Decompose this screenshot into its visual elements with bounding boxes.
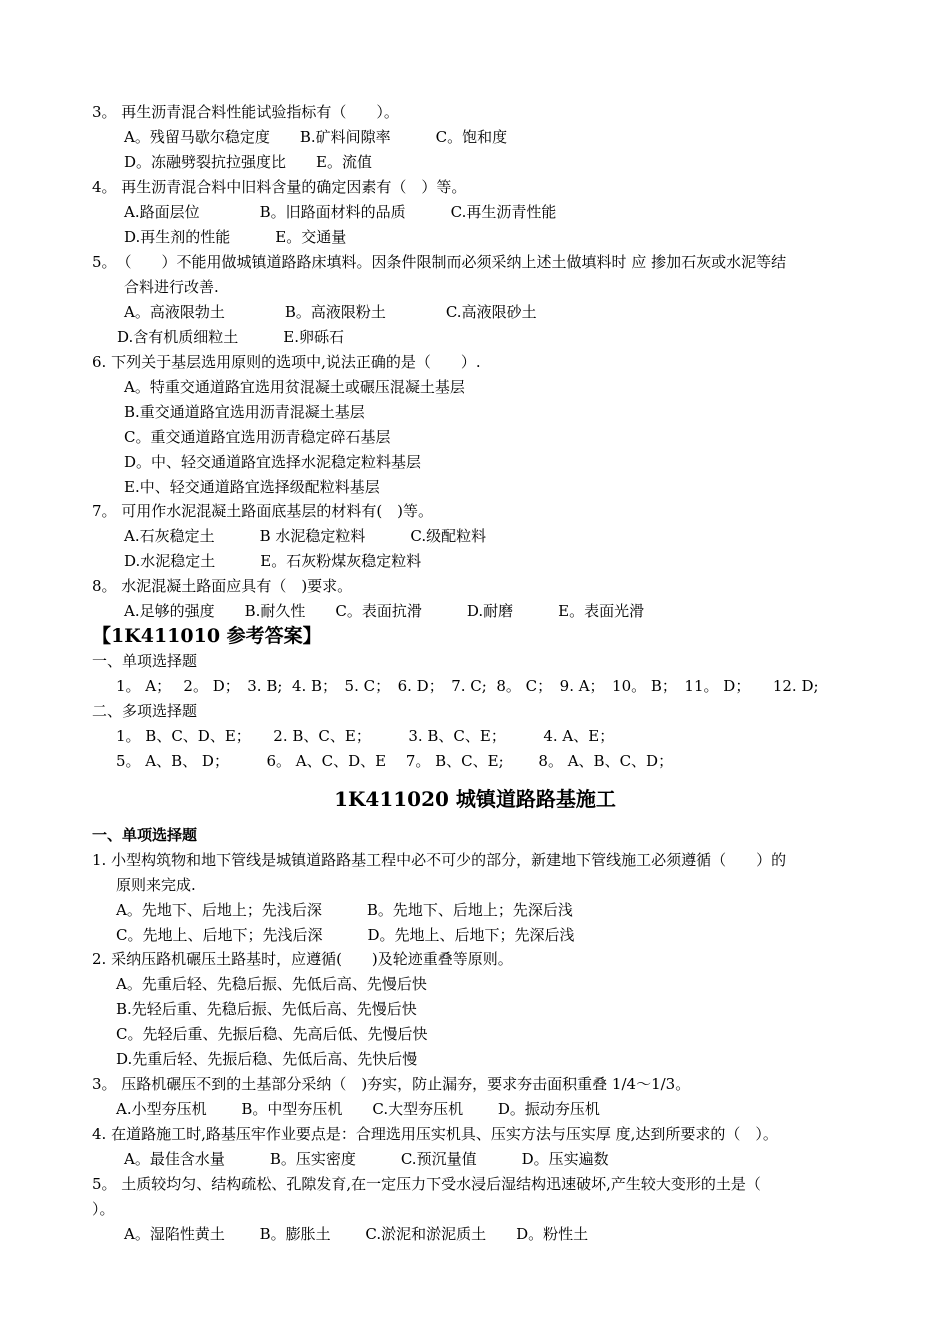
- option-line: A.路面层位 B。旧路面材料的品质 C.再生沥青性能: [124, 203, 557, 221]
- question-1: 1. 小型构筑物和地下管线是城镇道路路基工程中必不可少的部分，新建地下管线施工必须遵循（ ）的: [92, 851, 787, 869]
- section-label-multiple: 二、多项选择题: [92, 702, 198, 720]
- option-line: A。特重交通道路宜选用贫混凝土或碾压混凝土基层: [124, 378, 465, 396]
- option-line: A。高液限勃土 B。高液限粉土 C.高液限砂土: [124, 303, 537, 321]
- question-8: 8。 水泥混凝土路面应具有（ )要求。: [92, 577, 353, 595]
- option-line: A。湿陷性黄土 B。膨胀土 C.淤泥和淤泥质土 D。粉性土: [124, 1225, 589, 1243]
- chapter-title: 1K411020 城镇道路路基施工: [334, 787, 616, 811]
- option-line: C。重交通道路宜选用沥青稳定碎石基层: [124, 428, 391, 446]
- option-line: C。先地上、后地下；先浅后深 D。先地上、后地下；先深后浅: [116, 926, 575, 944]
- option-line: D。中、轻交通道路宜选择水泥稳定粒料基层: [124, 453, 422, 471]
- question-5-continued: 合料进行改善.: [124, 278, 219, 296]
- question-5: 5。 （ ）不能用做城镇道路路床填料。因条件限制而必须采纳上述土做填料时 应 掺加石灰或水泥等结: [92, 253, 787, 271]
- answer-key-heading: 【1K411010 参考答案】: [92, 625, 322, 647]
- option-line: D.水泥稳定土 E。石灰粉煤灰稳定粒料: [124, 552, 422, 570]
- question-3: 3。 再生沥青混合料性能试验指标有（ ）。: [92, 103, 399, 121]
- option-line: A.小型夯压机 B。中型夯压机 C.大型夯压机 D。振动夯压机: [116, 1100, 600, 1118]
- option-line: B.重交通道路宜选用沥青混凝土基层: [124, 403, 365, 421]
- section-heading-single: 一、单项选择题: [92, 826, 198, 844]
- option-line: D.再生剂的性能 E。交通量: [124, 228, 347, 246]
- question-6: 6. 下列关于基层选用原则的选项中,说法正确的是（ ）.: [92, 353, 481, 371]
- question-3b: 3。 压路机碾压不到的土基部分采纳（ )夯实，防止漏夯，要求夯击面积重叠 1/4～1/3。: [92, 1075, 691, 1093]
- question-4: 4。 再生沥青混合料中旧料含量的确定因素有（ ）等。: [92, 178, 467, 196]
- question-5b-continued: ）。: [92, 1200, 115, 1218]
- option-line: A.足够的强度 B.耐久性 C。表面抗滑 D.耐磨 E。表面光滑: [124, 602, 645, 620]
- question-4b: 4. 在道路施工时,路基压牢作业要点是：合理选用压实机具、压实方法与压实厚 度,达到所要求的（ ）。: [92, 1125, 778, 1143]
- option-line: A。最佳含水量 B。压实密度 C.预沉量值 D。压实遍数: [124, 1150, 609, 1168]
- option-line: A。先重后轻、先稳后振、先低后高、先慢后快: [116, 975, 427, 993]
- question-2: 2. 采纳压路机碾压土路基时，应遵循( )及轮迹重叠等原则。: [92, 950, 513, 968]
- option-line: C。先轻后重、先振后稳、先高后低、先慢后快: [116, 1025, 428, 1043]
- question-7: 7。 可用作水泥混凝土路面底基层的材料有( )等。: [92, 502, 434, 520]
- section-label-single: 一、单项选择题: [92, 652, 198, 670]
- option-line: B.先轻后重、先稳后振、先低后高、先慢后快: [116, 1000, 417, 1018]
- question-5b: 5。 土质较均匀、结构疏松、孔隙发育,在一定压力下受水浸后湿结构迅速破坏,产生较大变形的土是（: [92, 1175, 761, 1193]
- option-line: A。先地下、后地上；先浅后深 B。先地下、后地上；先深后浅: [116, 901, 573, 919]
- option-line: A。残留马歇尔稳定度 B.矿料间隙率 C。饱和度: [124, 128, 508, 146]
- option-line: D.含有机质细粒土 E.卵砾石: [117, 328, 344, 346]
- answer-line: 1。 B、C、D、E； 2. B、C、E； 3. B、C、E； 4. A、E；: [116, 727, 615, 745]
- option-line: D.先重后轻、先振后稳、先低后高、先快后慢: [116, 1050, 418, 1068]
- question-1-continued: 原则来完成.: [116, 876, 196, 894]
- option-line: A.石灰稳定土 B 水泥稳定粒料 C.级配粒料: [124, 527, 487, 545]
- answer-line: 5。 A、B、 D； 6。 A、C、D、E 7。 B、C、E; 8。 A、B、C、D；: [116, 752, 674, 770]
- option-line: D。冻融劈裂抗拉强度比 E。流值: [124, 153, 372, 171]
- answer-line: 1。 A； 2。 D； 3. B; 4. B； 5. C； 6. D； 7. C; 8。 C； 9. A； 10。 B； 11。 D； 12. D;: [116, 677, 819, 695]
- option-line: E.中、轻交通道路宜选择级配粒料基层: [124, 478, 380, 496]
